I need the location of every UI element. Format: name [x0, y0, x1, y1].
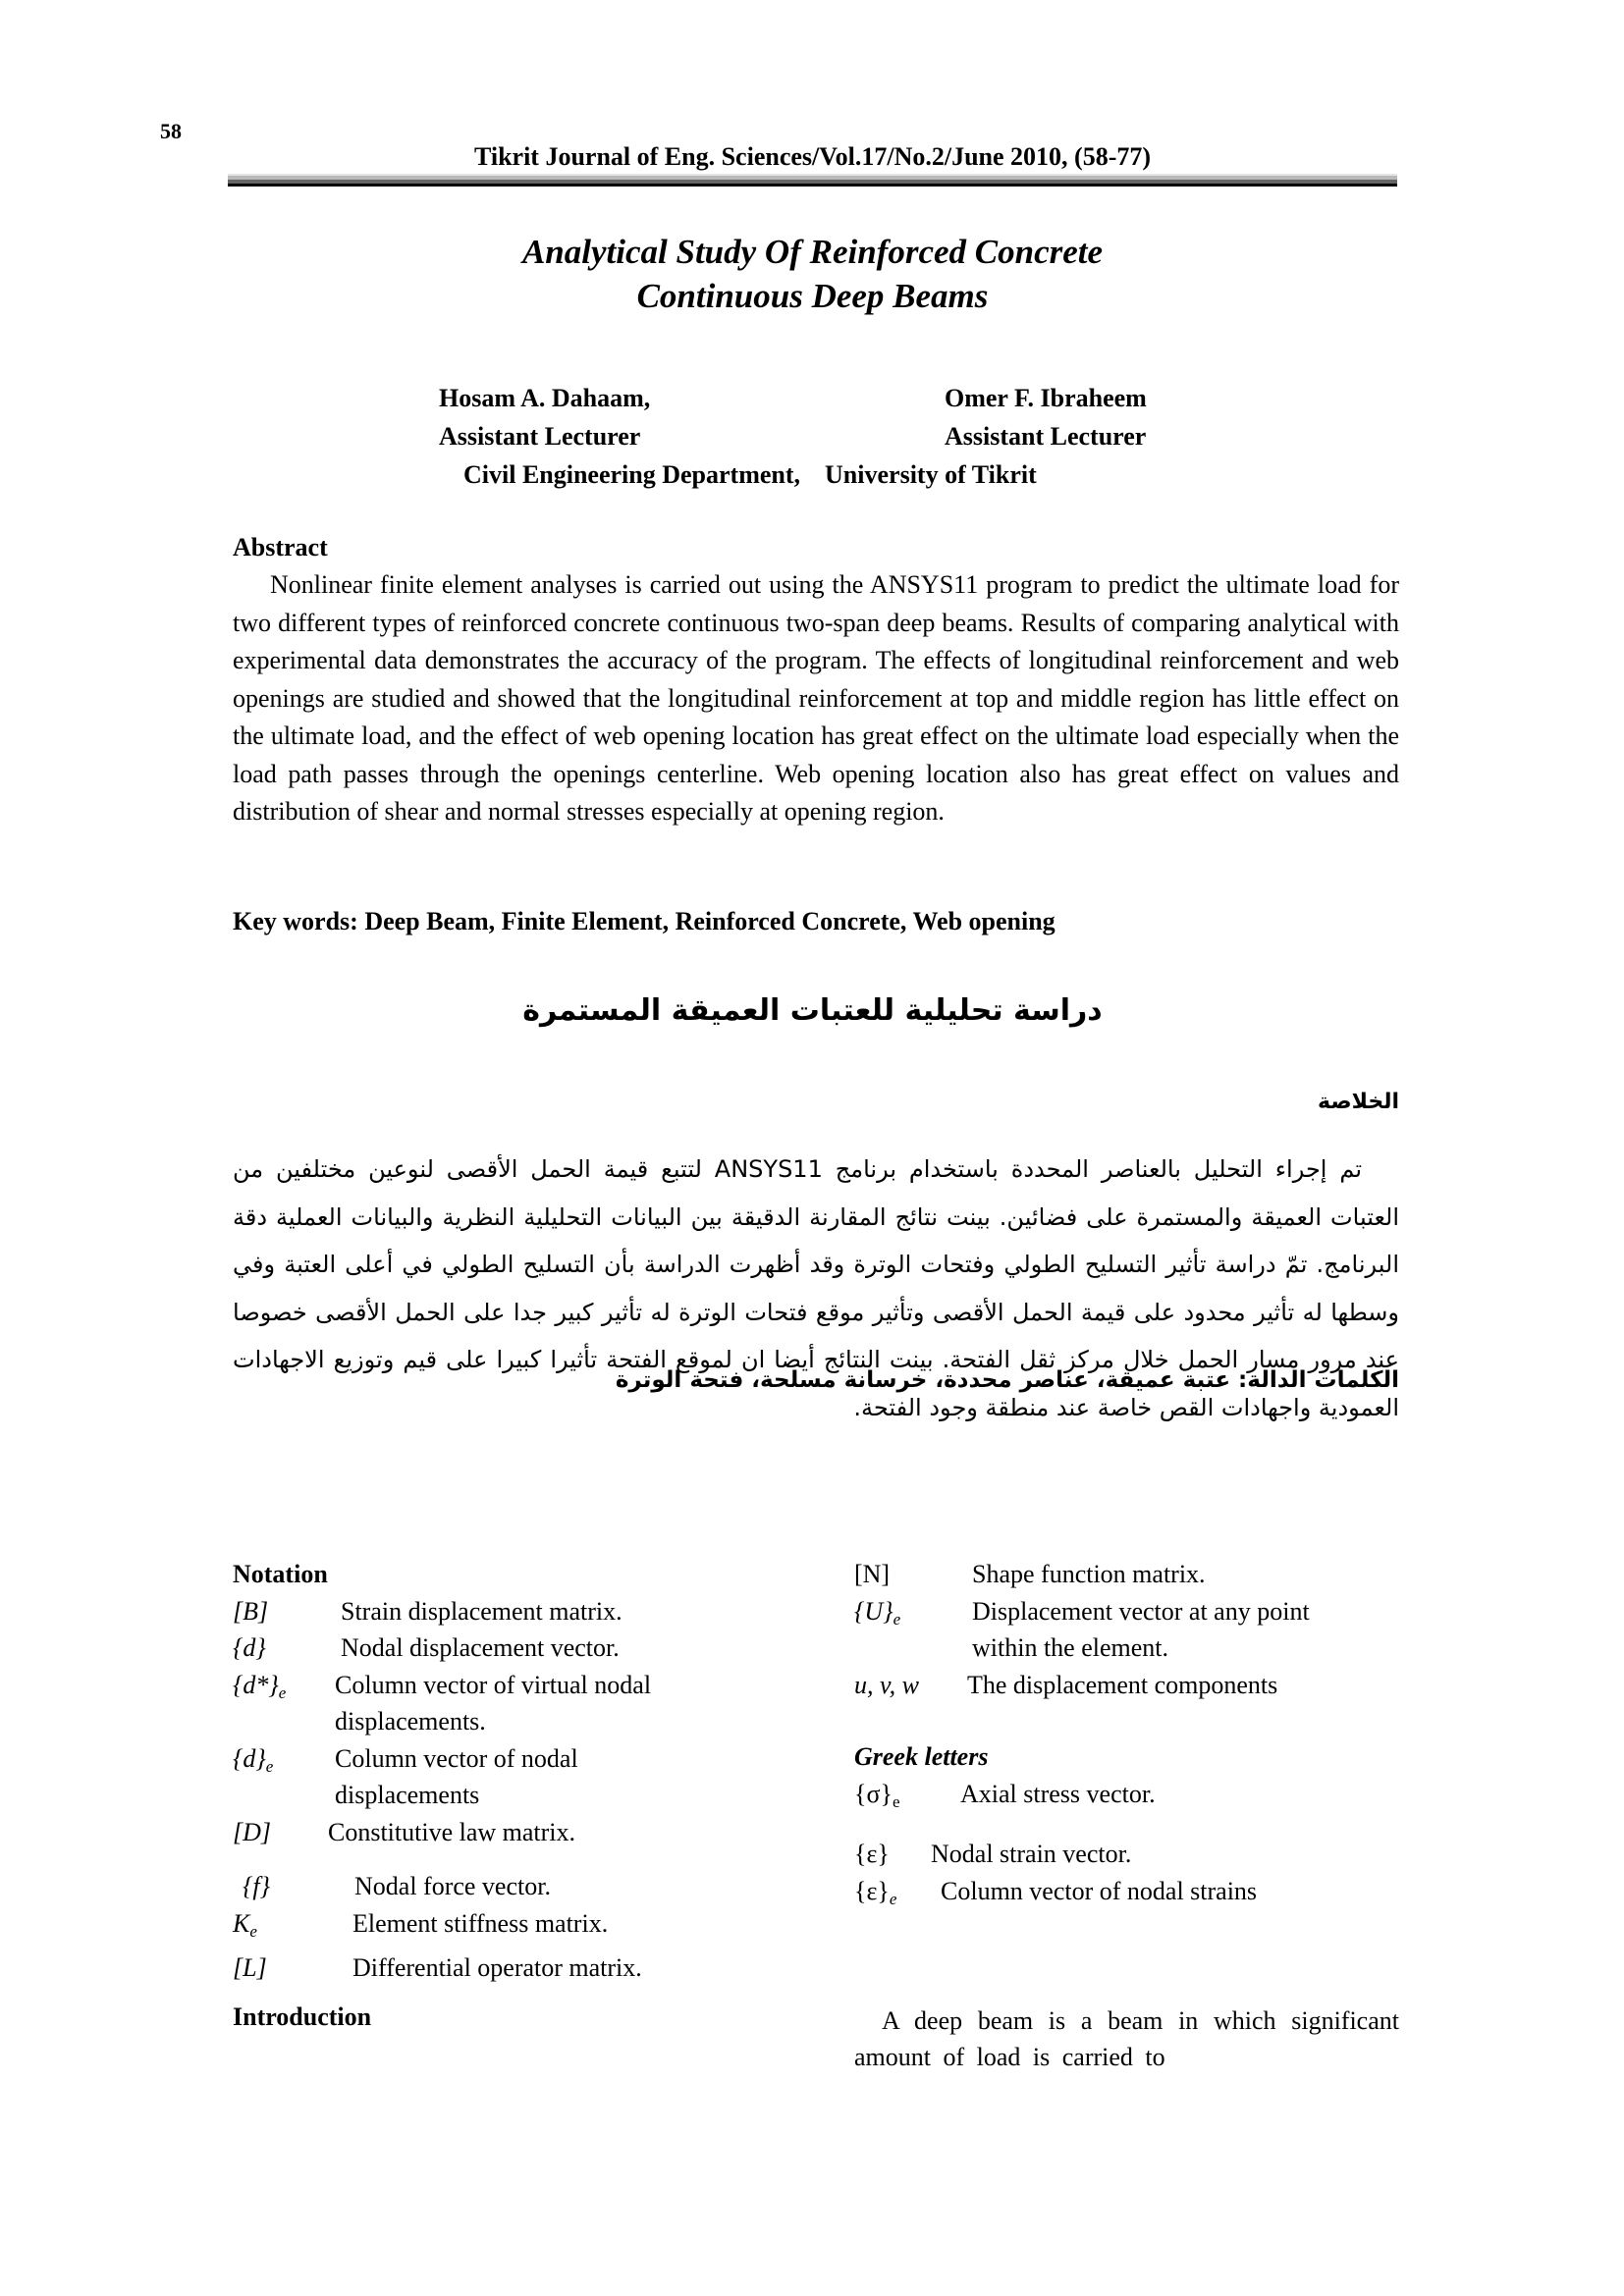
abstract-heading: Abstract [233, 533, 328, 561]
notation-item: $\{\sigma\}_e$ Axial stress vector. [854, 1779, 1156, 1811]
arabic-title: دراسة تحليلية للعتبات العميقة المستمرة [522, 993, 1103, 1028]
notation-item: {f} Nodal force vector. [243, 1872, 551, 1900]
notation-item: $\{\varepsilon\}_e$ Column vector of nodal strains [854, 1876, 1258, 1908]
author-2-title: Assistant Lecturer [945, 422, 1147, 451]
notation-list [233, 1556, 802, 1987]
arabic-abstract-heading: الخلاصة [1318, 1090, 1399, 1114]
notation-item: $K_e$ Element stiffness matrix. [233, 1908, 609, 1941]
paper-title [228, 230, 1397, 318]
notation-item: [L] Differential operator matrix. [233, 1953, 642, 1982]
author-block [439, 379, 1224, 494]
notation-item: [N] Shape function matrix. [854, 1560, 1206, 1588]
notation-item: $\{U\}_e$ Displacement vector at any point within the element. [854, 1596, 1310, 1662]
university: University of Tikrit [825, 460, 1037, 489]
department: Civil Engineering Department, [463, 460, 801, 489]
arabic-abstract-text: تم إجراء التحليل بالعناصر المحددة باستخدام برنامج ANSYS11 لتتبع قيمة الحمل الأقصى لنوعين مختلفين من العتبات العميقة والمستمرة على فضائين. بينت نتائج المقارنة الدقيقة بين البيانات التحليلية النظرية والبيانات العملية دقة البرنامج. تمّ دراسة تأثير التسليح الطولي وفتحات الوترة وقد أظهرت الدراسة بأن التسليح الطولي في أعلى العتبة وفي وسطها له تأثير محدود على قيمة الحمل الأقصى وتأثير موقع فتحات الوترة له تأثير كبير جدا على الحمل الأقصى خصوصا عند مرور مسار الحمل خلال مركز ثقل الفتحة. بينت النتائج أيضا ان لموقع الفتحة تأثيرا كبيرا على قيم وتوزيع الاجهادات العمودية واجهادات القص خاصة عند منطقة وجود الفتحة. [233, 1155, 1399, 1421]
journal-header: Tikrit Journal of Eng. Sciences/Vol.17/No.2/June 2010, (58-77) [473, 142, 1152, 171]
author-1-title: Assistant Lecturer [439, 422, 641, 451]
notation-item: $\{d\}_e$ Column vector of nodal displacements [233, 1743, 578, 1809]
notation-item: [D] Constitutive law matrix. [233, 1817, 576, 1846]
title-line-2: Continuous Deep Beams [636, 277, 989, 315]
abstract-text: Nonlinear finite element analyses is carried out using the ANSYS11 program to predict the ultimate load for two different types of reinforced concrete continuous two-span deep beams. Results of comparing analytical with experimental data demonstrates the accuracy of the program. The effects of longitudinal reinforcement and web openings are studied and showed that the longitudinal reinforcement at top and middle region has little effect on the ultimate load, and the effect of web opening location has great effect on the ultimate load especially when the load path passes through the openings centerline. Web opening location also has great effect on values and distribution of shear and normal stresses especially at opening region. [233, 570, 1399, 826]
keywords: Key words: Deep Beam, Finite Element, Reinforced Concrete, Web opening [233, 907, 1056, 935]
author-1-name: Hosam A. Dahaam, [439, 384, 651, 412]
notation-item: u, v, w The displacement components [854, 1670, 1278, 1699]
greek-letters-heading: Greek letters [854, 1742, 989, 1771]
notation-item: $\{d*\}_e$ Column vector of virtual nodal displacements. [233, 1670, 652, 1735]
introduction-text: A deep beam is a beam in which significant amount of load is carried to [854, 2006, 1399, 2071]
page-number: 58 [160, 119, 182, 143]
arabic-keywords: الكلمات الدالة: عتبة عميقة، عناصر محددة، خرسانة مسلحة، فتحة الوترة [615, 1367, 1399, 1393]
title-line-1: Analytical Study Of Reinforced Concrete [521, 233, 1104, 271]
notation-item: {ε} Nodal strain vector. [854, 1840, 1132, 1868]
introduction-heading: Introduction [233, 2002, 372, 2031]
author-2-name: Omer F. Ibraheem [945, 384, 1147, 412]
notation-item: [B] Strain displacement matrix. [233, 1596, 623, 1626]
header-rule [228, 174, 1397, 186]
notation-list-right [854, 1556, 1399, 1917]
notation-item: {d} Nodal displacement vector. [233, 1633, 620, 1662]
notation-heading: Notation [233, 1560, 328, 1588]
